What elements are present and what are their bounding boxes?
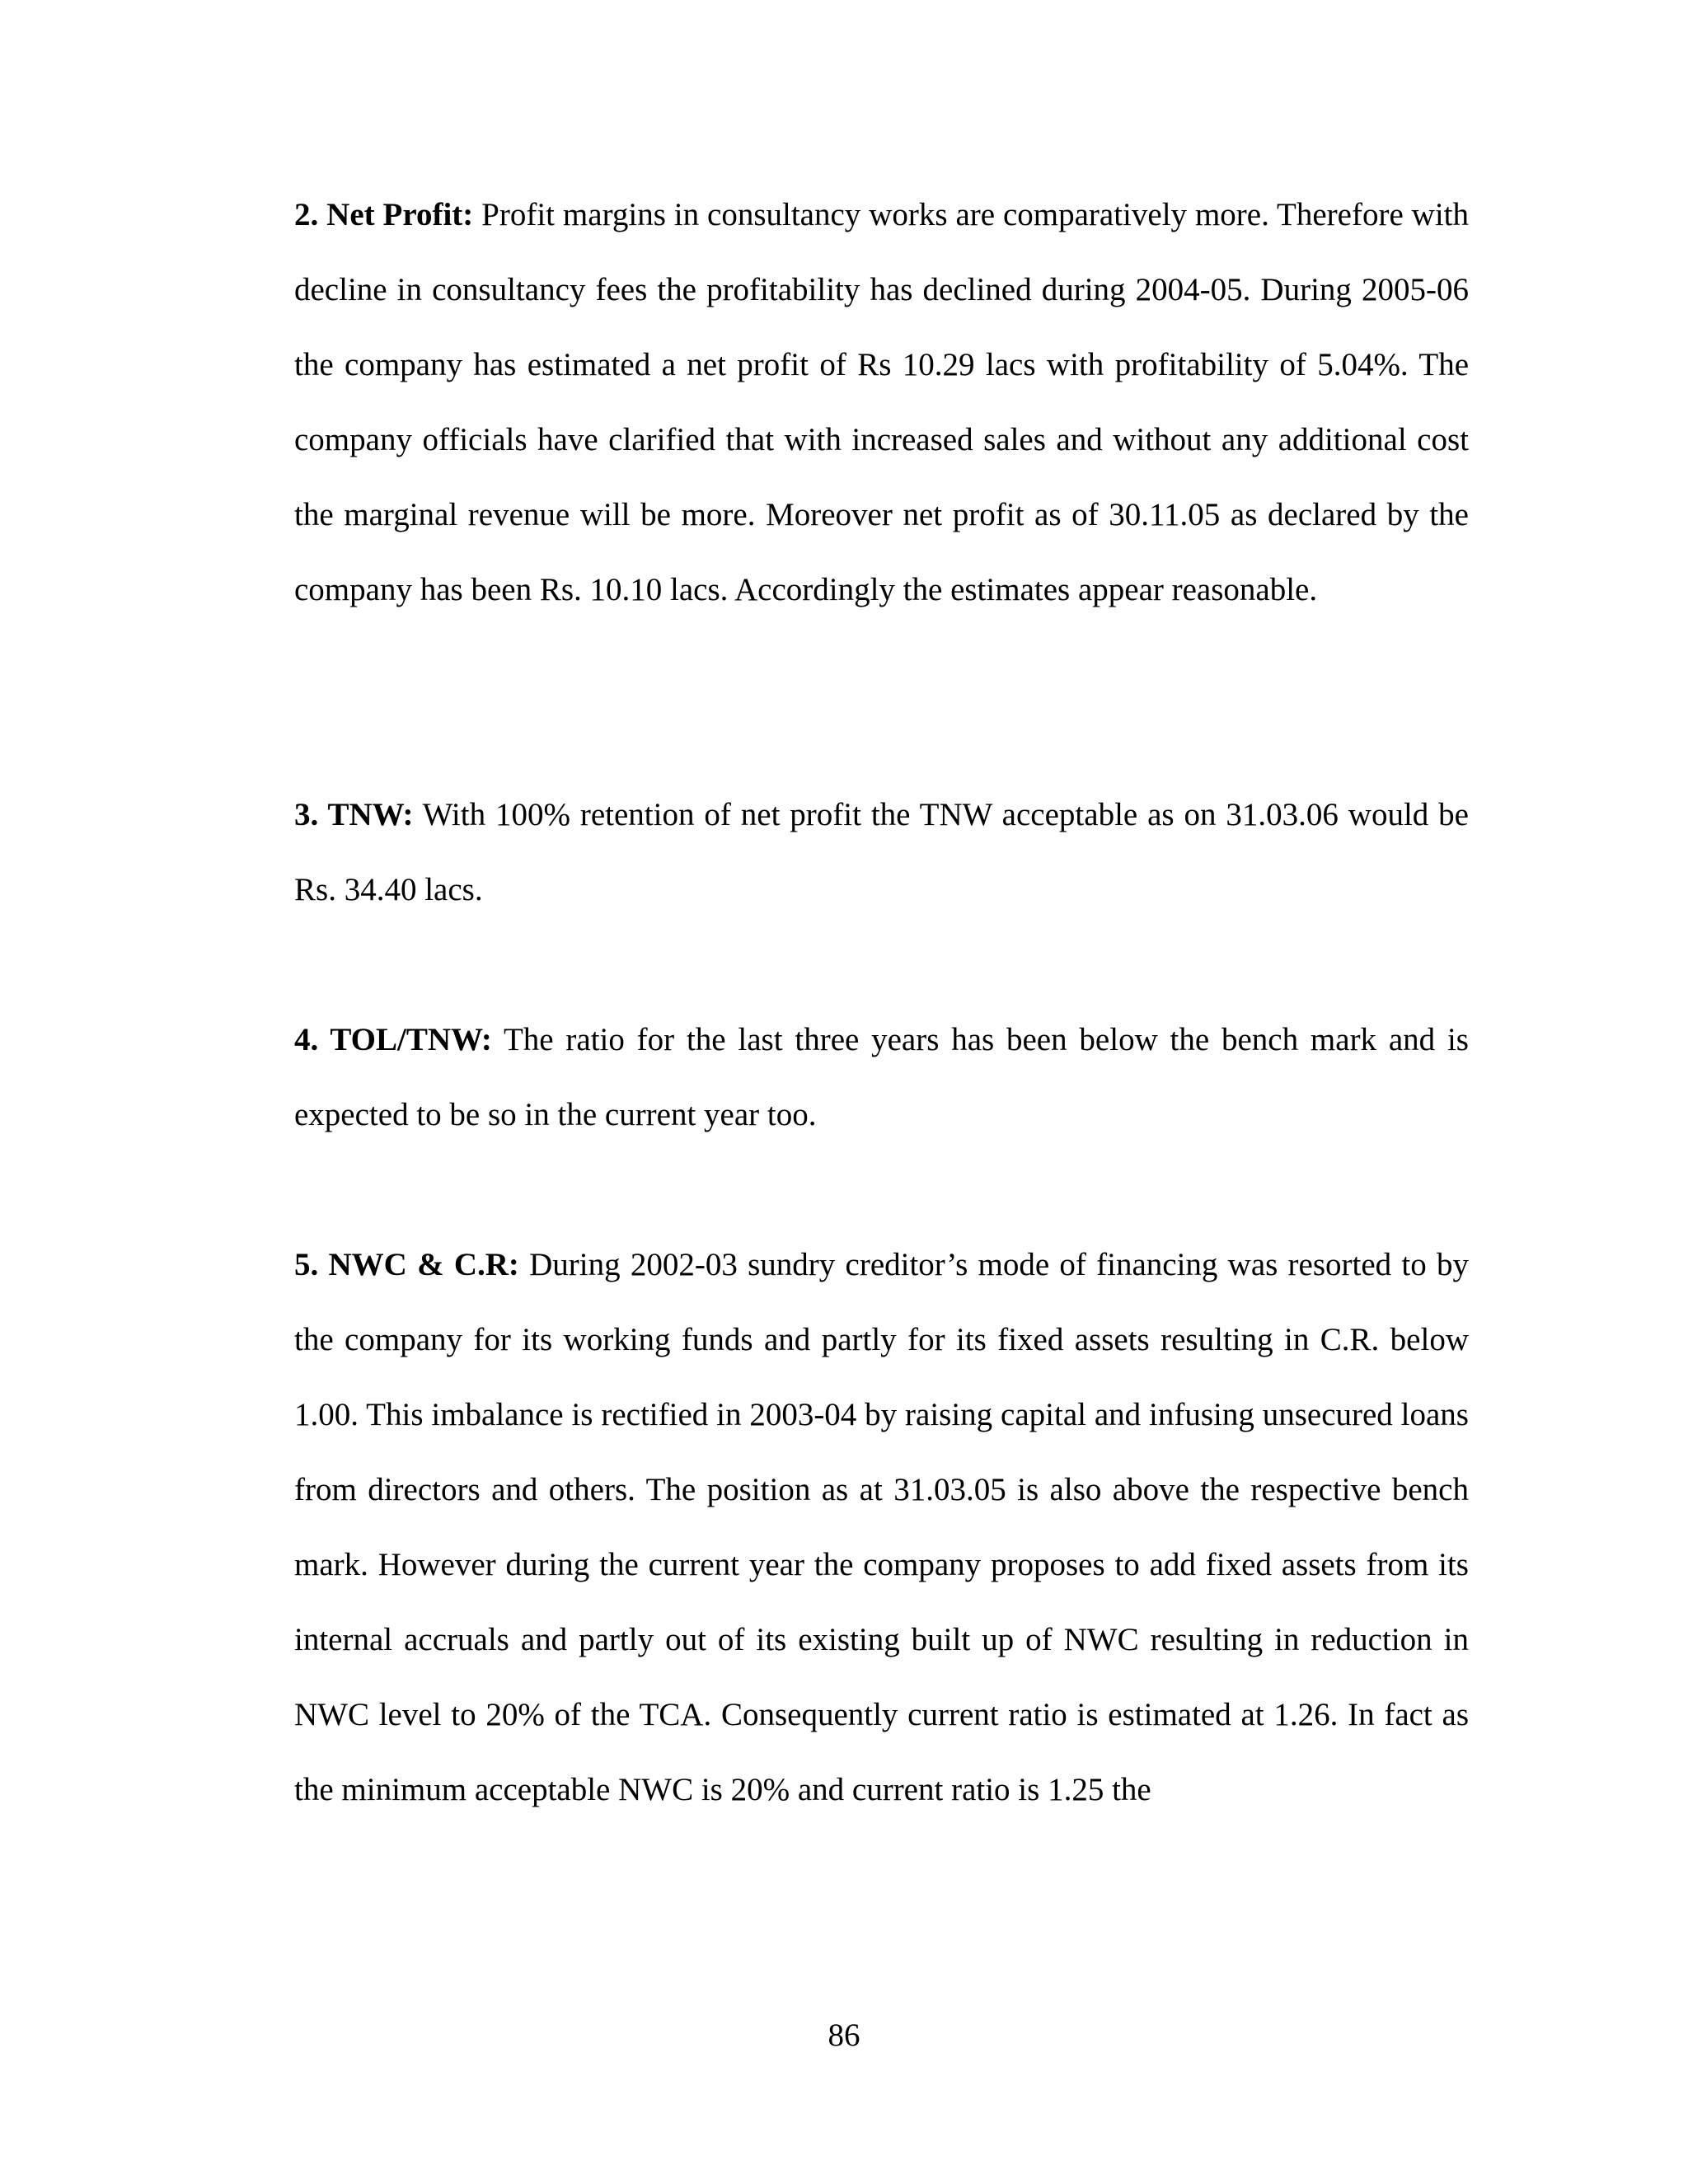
section-body-net-profit: Profit margins in consultancy works are comparatively more. Therefore with decline in consultancy fees the profitability has declined during 2004-05. During 2005-06 the company has estimated a net profit of Rs 10.29 lacs with profitability of 5.04%. The company officials have clarified that with increased sales and without any additional cost the marginal revenue will be more. Moreover net profit as of 30.11.05 as declared by the company has been Rs. 10.10 lacs. Accordingly the estimates appear reasonable. [294,197,1470,607]
section-heading-nwc-cr: 5. NWC & C.R: [294,1247,519,1282]
paragraph-tol-tnw [294,1002,1469,1152]
section-heading-tnw: 3. TNW: [294,797,414,832]
section-heading-tol-tnw: 4. TOL/TNW: [294,1022,492,1057]
paragraph-nwc-cr [294,1227,1469,1827]
section-body-tnw: With 100% retention of net profit the TNW acceptable as on 31.03.06 would be Rs. 34.40 lacs. [294,797,1469,907]
section-body-nwc-cr: During 2002-03 sundry creditor’s mode of financing was resorted to by the company for its working funds and partly for its fixed assets resulting in C.R. below 1.00. This imbalance is rectified in 2003-04 by raising capital and infusing unsecured loans from directors and others. The position as at 31.03.05 is also above the respective bench mark. However during the current year the company proposes to add fixed assets from its internal accruals and partly out of its existing built up of NWC resulting in reduction in NWC level to 20% of the TCA. Consequently current ratio is estimated at 1.26. In fact as the minimum acceptable NWC is 20% and current ratio is 1.25 the [294,1247,1469,1807]
section-heading-net-profit: 2. Net Profit: [294,197,474,232]
page-number: 86 [828,2018,860,2053]
section-body-tol-tnw: The ratio for the last three years has been below the bench mark and is expected to be so in the current year too. [294,1022,1469,1132]
paragraph-net-profit [294,177,1469,627]
paragraph-tnw [294,777,1469,927]
